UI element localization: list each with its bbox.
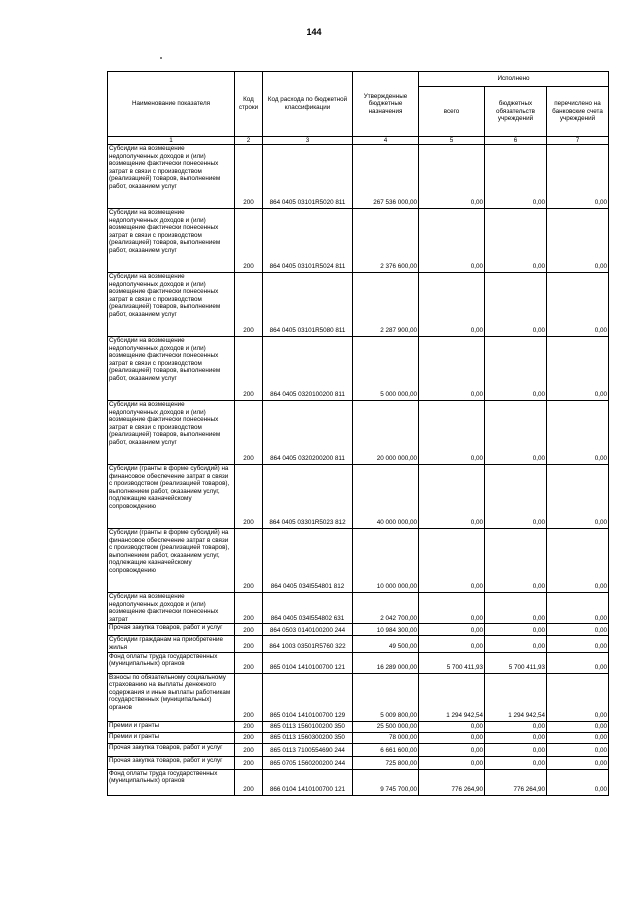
- cell-obligations: 0,00: [485, 636, 547, 652]
- cell-approved: 9 745 700,00: [353, 769, 419, 795]
- table-row: [108, 673, 609, 721]
- table-row: [108, 769, 609, 795]
- table-row: [108, 465, 609, 529]
- table-row: [108, 529, 609, 593]
- cell-transferred: 0,00: [547, 401, 609, 465]
- cell-approved: 267 536 000,00: [353, 145, 419, 209]
- table-row: [108, 756, 609, 769]
- cell-name: Субсидии на возмещение недополученных доходов и (или) возмещение фактически понесенных затрат в связи с производством (реализацией) товаров, выполнением работ, оказанием услуг: [108, 337, 235, 401]
- cell-classification: 866 0104 1410100700 121: [263, 769, 353, 795]
- cell-approved: 6 661 600,00: [353, 743, 419, 756]
- cell-approved: 16 289 000,00: [353, 652, 419, 673]
- cell-name: Прочая закупка товаров, работ и услуг: [108, 756, 235, 769]
- header-obligations: бюджетных обязательств учреждений: [485, 87, 547, 137]
- cell-code: 200: [235, 593, 263, 624]
- cell-total: 776 264,90: [419, 769, 485, 795]
- cell-obligations: 0,00: [485, 529, 547, 593]
- cell-obligations: 0,00: [485, 273, 547, 337]
- cell-obligations: 0,00: [485, 337, 547, 401]
- table-row: [108, 209, 609, 273]
- cell-transferred: 0,00: [547, 721, 609, 732]
- cell-name: Премии и гранты: [108, 732, 235, 743]
- cell-code: 200: [235, 673, 263, 721]
- cell-transferred: 0,00: [547, 673, 609, 721]
- scan-speck: [160, 57, 162, 59]
- cell-approved: 5 000 000,00: [353, 337, 419, 401]
- cell-total: 1 294 942,54: [419, 673, 485, 721]
- cell-code: 200: [235, 145, 263, 209]
- cell-classification: 864 0405 03301R5023 812: [263, 465, 353, 529]
- cell-total: 0,00: [419, 636, 485, 652]
- cell-classification: 865 0705 1560200200 244: [263, 756, 353, 769]
- cell-approved: 2 376 600,00: [353, 209, 419, 273]
- cell-transferred: 0,00: [547, 273, 609, 337]
- cell-transferred: 0,00: [547, 652, 609, 673]
- cell-approved: 25 500 000,00: [353, 721, 419, 732]
- cell-total: 0,00: [419, 209, 485, 273]
- cell-classification: 864 0405 03101R5024 811: [263, 209, 353, 273]
- cell-code: 200: [235, 209, 263, 273]
- cell-classification: 865 0104 1410100700 121: [263, 652, 353, 673]
- cell-obligations: 0,00: [485, 721, 547, 732]
- table-row: [108, 145, 609, 209]
- table-row: [108, 337, 609, 401]
- table-row: [108, 273, 609, 337]
- cell-obligations: 0,00: [485, 401, 547, 465]
- cell-name: Фонд оплаты труда государственных (муниципальных) органов: [108, 652, 235, 673]
- header-executed: Исполнено: [419, 72, 609, 87]
- cell-approved: 2 042 700,00: [353, 593, 419, 624]
- cell-name: Субсидии на возмещение недополученных доходов и (или) возмещение фактически понесенных затрат в связи с производством (реализацией) товаров, выполнением работ, оказанием услуг: [108, 209, 235, 273]
- cell-transferred: 0,00: [547, 624, 609, 636]
- cell-approved: 49 500,00: [353, 636, 419, 652]
- header-classification: Код расхода по бюджетной классификации: [263, 72, 353, 137]
- header-approved: Утвержденные бюджетные назначения: [353, 72, 419, 137]
- cell-transferred: 0,00: [547, 209, 609, 273]
- cell-name: Субсидии (гранты в форме субсидий) на финансовое обеспечение затрат в связи с производством (реализацией товаров), выполнением работ, оказанием услуг, подлежащие казначейскому сопровождению: [108, 529, 235, 593]
- cell-total: 0,00: [419, 337, 485, 401]
- header-code: Код строки: [235, 72, 263, 137]
- header-transferred: перечислено на банковские счета учреждений: [547, 87, 609, 137]
- cell-name: Фонд оплаты труда государственных (муниципальных) органов: [108, 769, 235, 795]
- cell-obligations: 0,00: [485, 145, 547, 209]
- cell-code: 200: [235, 624, 263, 636]
- header-name: Наименование показателя: [108, 72, 235, 137]
- cell-transferred: 0,00: [547, 465, 609, 529]
- col-number: 3: [263, 137, 353, 145]
- cell-transferred: 0,00: [547, 593, 609, 624]
- cell-total: 0,00: [419, 529, 485, 593]
- page-number: 144: [306, 27, 322, 37]
- cell-approved: 40 000 000,00: [353, 465, 419, 529]
- cell-transferred: 0,00: [547, 769, 609, 795]
- cell-total: 0,00: [419, 145, 485, 209]
- cell-name: Субсидии на возмещение недополученных доходов и (или) возмещение фактически понесенных затрат в связи с производством (реализацией) товаров, выполнением работ, оказанием услуг: [108, 273, 235, 337]
- cell-obligations: 0,00: [485, 593, 547, 624]
- cell-code: 200: [235, 743, 263, 756]
- cell-code: 200: [235, 401, 263, 465]
- cell-code: 200: [235, 721, 263, 732]
- cell-approved: 20 000 000,00: [353, 401, 419, 465]
- cell-code: 200: [235, 769, 263, 795]
- cell-obligations: 0,00: [485, 756, 547, 769]
- cell-obligations: 0,00: [485, 732, 547, 743]
- cell-classification: 864 0405 03101R5080 811: [263, 273, 353, 337]
- cell-total: 5 700 411,93: [419, 652, 485, 673]
- cell-classification: 864 0405 03101R5020 811: [263, 145, 353, 209]
- cell-obligations: 1 294 942,54: [485, 673, 547, 721]
- cell-code: 200: [235, 273, 263, 337]
- cell-code: 200: [235, 732, 263, 743]
- cell-approved: 10 000 000,00: [353, 529, 419, 593]
- col-number: 5: [419, 137, 485, 145]
- cell-classification: 864 0405 034I554802 631: [263, 593, 353, 624]
- cell-transferred: 0,00: [547, 636, 609, 652]
- cell-total: 0,00: [419, 624, 485, 636]
- table-row: [108, 721, 609, 732]
- cell-code: 200: [235, 529, 263, 593]
- cell-obligations: 0,00: [485, 624, 547, 636]
- cell-name: Субсидии на возмещение недополученных доходов и (или) возмещение фактически понесенных затрат в связи с производством (реализацией) товаров, выполнением работ, оказанием услуг: [108, 145, 235, 209]
- cell-transferred: 0,00: [547, 743, 609, 756]
- cell-approved: 725 800,00: [353, 756, 419, 769]
- cell-classification: 864 0503 0140100200 244: [263, 624, 353, 636]
- cell-code: 200: [235, 756, 263, 769]
- cell-total: 0,00: [419, 732, 485, 743]
- cell-total: 0,00: [419, 756, 485, 769]
- cell-classification: 864 0405 0320100200 811: [263, 337, 353, 401]
- cell-code: 200: [235, 337, 263, 401]
- cell-approved: 10 984 300,00: [353, 624, 419, 636]
- cell-name: Субсидии на возмещение недополученных доходов и (или) возмещение фактически понесенных затрат: [108, 593, 235, 624]
- cell-code: 200: [235, 465, 263, 529]
- table-row: [108, 636, 609, 652]
- table-row: [108, 743, 609, 756]
- cell-classification: 865 0113 1560100200 350: [263, 721, 353, 732]
- cell-approved: 5 009 800,00: [353, 673, 419, 721]
- table-row: [108, 593, 609, 624]
- cell-approved: 78 000,00: [353, 732, 419, 743]
- table-body: [108, 145, 609, 796]
- cell-name: Прочая закупка товаров, работ и услуг: [108, 624, 235, 636]
- cell-transferred: 0,00: [547, 732, 609, 743]
- col-number: 6: [485, 137, 547, 145]
- cell-obligations: 0,00: [485, 743, 547, 756]
- cell-classification: 864 0405 034I554801 812: [263, 529, 353, 593]
- cell-name: Взносы по обязательному социальному страхованию на выплаты денежного содержания и иные выплаты работникам государственных (муниципальных) органов: [108, 673, 235, 721]
- cell-total: 0,00: [419, 721, 485, 732]
- cell-code: 200: [235, 652, 263, 673]
- cell-transferred: 0,00: [547, 145, 609, 209]
- budget-execution-table: [107, 71, 609, 796]
- cell-code: 200: [235, 636, 263, 652]
- cell-name: Субсидии гражданам на приобретение жилья: [108, 636, 235, 652]
- cell-obligations: 5 700 411,93: [485, 652, 547, 673]
- table-row: [108, 732, 609, 743]
- cell-name: Субсидии (гранты в форме субсидий) на финансовое обеспечение затрат в связи с производством (реализацией товаров), выполнением работ, оказанием услуг, подлежащие казначейскому сопровождению: [108, 465, 235, 529]
- table-row: [108, 652, 609, 673]
- cell-classification: 865 0113 7100554690 244: [263, 743, 353, 756]
- cell-total: 0,00: [419, 465, 485, 529]
- column-number-row: [108, 137, 609, 145]
- cell-name: Премии и гранты: [108, 721, 235, 732]
- cell-total: 0,00: [419, 593, 485, 624]
- cell-transferred: 0,00: [547, 337, 609, 401]
- cell-total: 0,00: [419, 743, 485, 756]
- header-total: всего: [419, 87, 485, 137]
- cell-obligations: 0,00: [485, 209, 547, 273]
- cell-classification: 865 0104 1410100700 129: [263, 673, 353, 721]
- table-row: [108, 401, 609, 465]
- table-row: [108, 624, 609, 636]
- col-number: 1: [108, 137, 235, 145]
- cell-transferred: 0,00: [547, 756, 609, 769]
- col-number: 7: [547, 137, 609, 145]
- cell-total: 0,00: [419, 401, 485, 465]
- cell-obligations: 776 264,90: [485, 769, 547, 795]
- col-number: 2: [235, 137, 263, 145]
- cell-name: Прочая закупка товаров, работ и услуг: [108, 743, 235, 756]
- cell-transferred: 0,00: [547, 529, 609, 593]
- cell-classification: 864 1003 03501R5760 322: [263, 636, 353, 652]
- col-number: 4: [353, 137, 419, 145]
- cell-classification: 865 0113 1560300200 350: [263, 732, 353, 743]
- cell-approved: 2 287 900,00: [353, 273, 419, 337]
- cell-obligations: 0,00: [485, 465, 547, 529]
- cell-classification: 864 0405 0320200200 811: [263, 401, 353, 465]
- cell-name: Субсидии на возмещение недополученных доходов и (или) возмещение фактически понесенных затрат в связи с производством (реализацией) товаров, выполнением работ, оказанием услуг: [108, 401, 235, 465]
- cell-total: 0,00: [419, 273, 485, 337]
